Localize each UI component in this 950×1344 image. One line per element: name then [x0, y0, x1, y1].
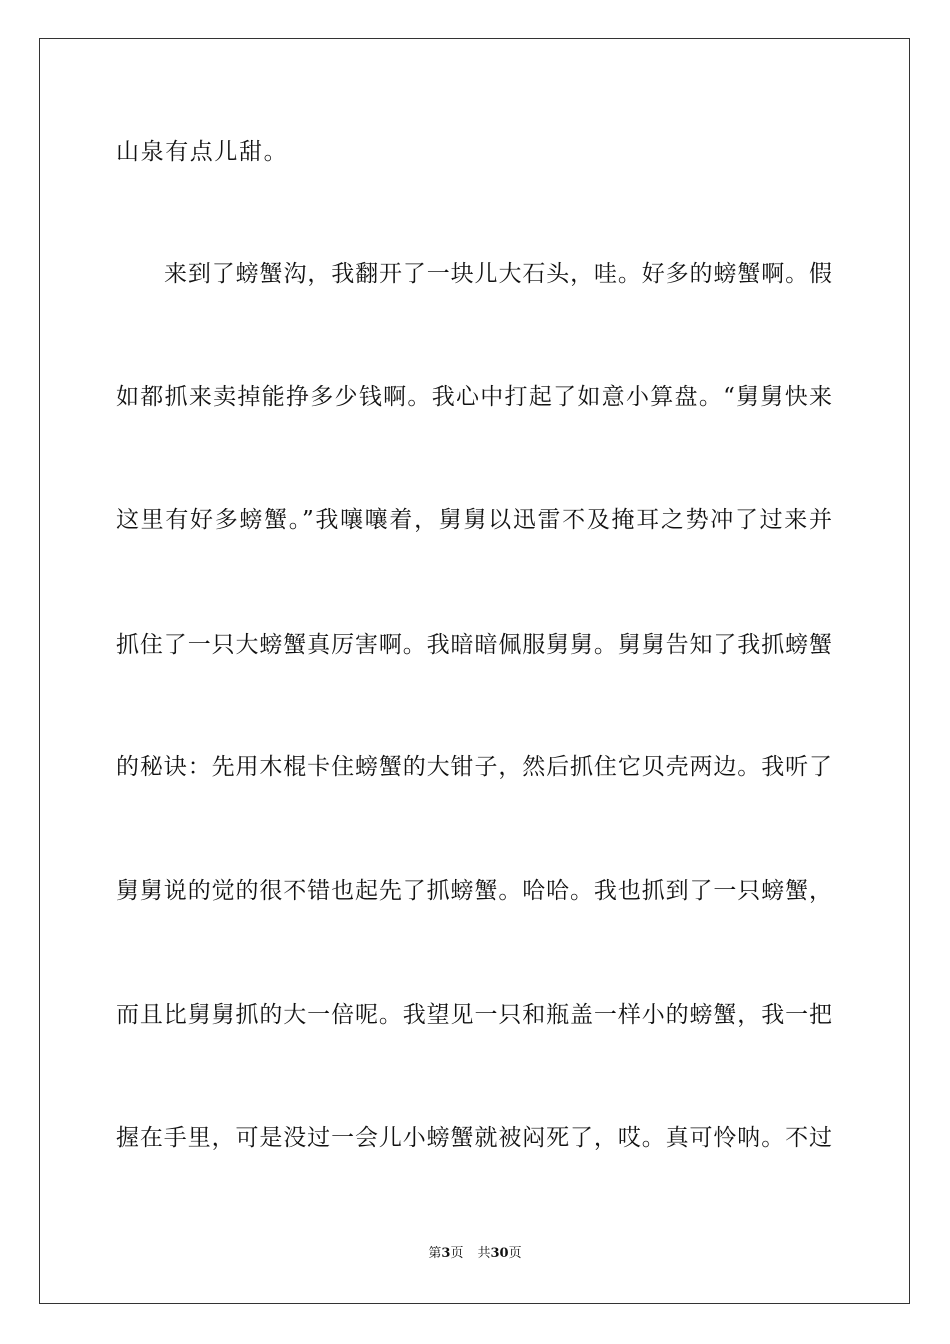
text-line: 如都抓来卖掉能挣多少钱啊。我心中打起了如意小算盘。“舅舅快来: [116, 384, 832, 410]
text-line: 来到了螃蟹沟，我翻开了一块儿大石头，哇。好多的螃蟹啊。假: [164, 261, 832, 287]
total-pages: 30: [490, 1246, 509, 1261]
text-line: 这里有好多螃蟹。”我嚷嚷着，舅舅以迅雷不及掩耳之势冲了过来并: [116, 507, 832, 533]
page-number: 3: [441, 1246, 451, 1261]
page-number-prefix: 第: [428, 1246, 442, 1261]
text-line: 舅舅说的觉的很不错也起先了抓螃蟹。哈哈。我也抓到了一只螃蟹，: [116, 878, 832, 904]
page-number-suffix: 页: [450, 1246, 464, 1261]
total-pages-suffix: 页: [508, 1246, 522, 1261]
text-line: 的秘诀：先用木棍卡住螃蟹的大钳子，然后抓住它贝壳两边。我听了: [116, 754, 832, 780]
text-line: 抓住了一只大螃蟹真厉害啊。我暗暗佩服舅舅。舅舅告知了我抓螃蟹: [116, 632, 832, 658]
total-pages-prefix: 共: [477, 1246, 491, 1261]
text-line: 握在手里，可是没过一会儿小螃蟹就被闷死了，哎。真可怜呐。不过: [116, 1125, 832, 1151]
text-line: 而且比舅舅抓的大一倍呢。我望见一只和瓶盖一样小的螃蟹，我一把: [116, 1002, 832, 1028]
text-line: 山泉有点儿甜。: [116, 139, 289, 165]
page-footer: [0, 1245, 950, 1263]
page-border: [39, 38, 910, 1304]
